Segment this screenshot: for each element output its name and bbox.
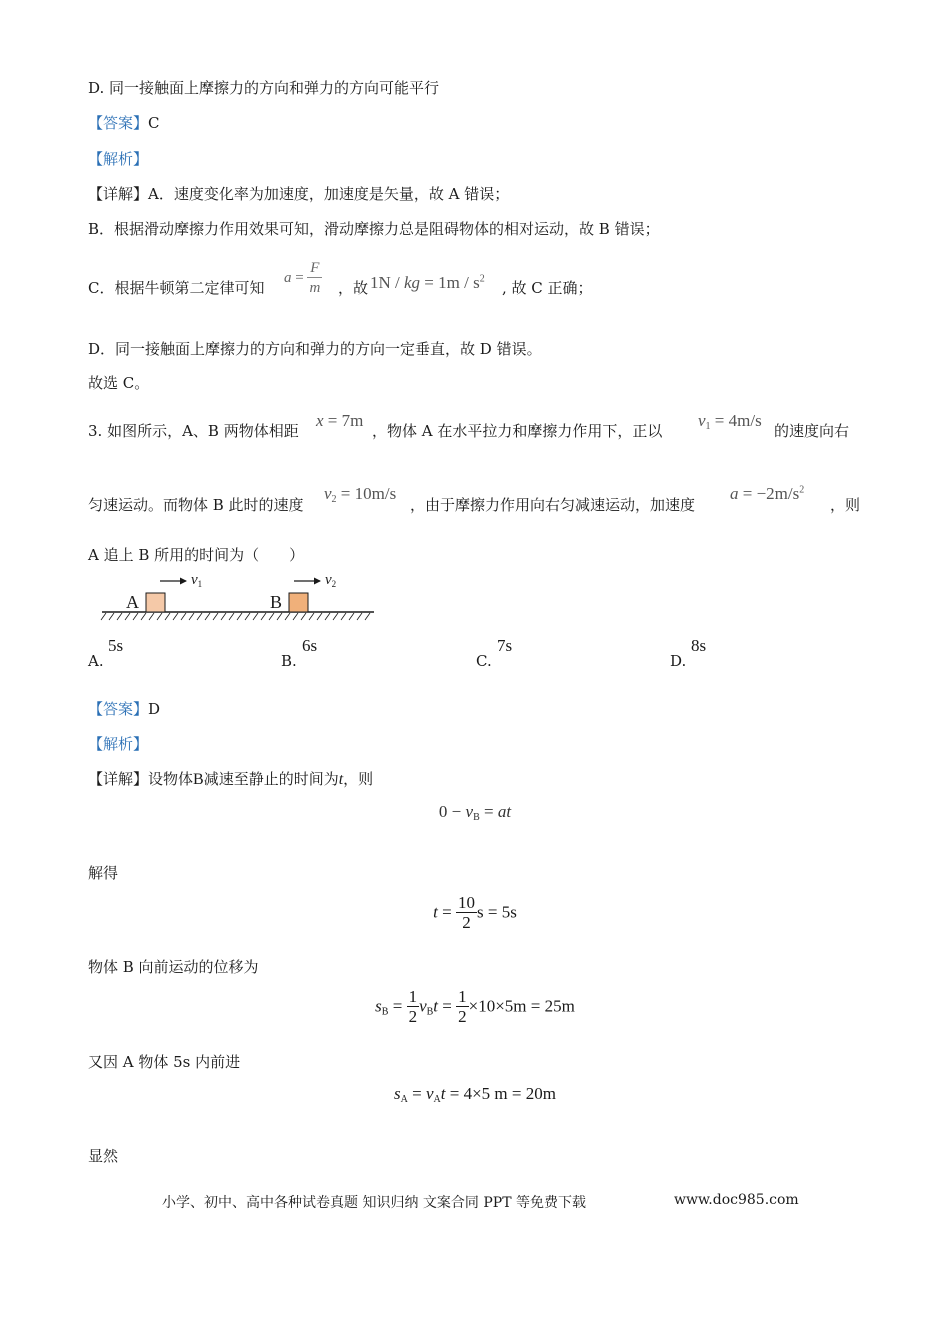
answer-line-1 bbox=[88, 112, 160, 133]
detail2-intro-pre: 设物体 bbox=[148, 770, 194, 788]
detail-c-pre: C．根据牛顿第二定律可知 bbox=[88, 279, 265, 297]
option-b-letter: B. bbox=[281, 652, 297, 670]
detail2-intro-t: t bbox=[338, 771, 344, 788]
answer-value: C bbox=[148, 114, 160, 132]
a-in-5s-label: 又因 A 物体 5s 内前进 bbox=[88, 1053, 241, 1071]
formula-unit: 1N / kg = $1m / s^2$ bbox=[370, 273, 485, 292]
option-d-value: 8s bbox=[691, 636, 707, 655]
block-b bbox=[289, 593, 308, 612]
label-b: B bbox=[270, 592, 283, 612]
q3-formula-v1: v1 = 4m/s bbox=[698, 411, 762, 432]
label-v2: $v_2$ bbox=[325, 572, 337, 589]
arrow-v1-head bbox=[180, 578, 187, 585]
equation-3: sB = $\frac{1}{2}$ vBt = $\frac{1}{2}$ ×10×5m = 25m bbox=[375, 987, 575, 1026]
q3-text-1: 3. 如图所示，A、B 两物体相距 bbox=[88, 422, 299, 440]
answer-line-2 bbox=[88, 698, 160, 719]
answer-tag-2: 【答案】 bbox=[88, 700, 149, 718]
detail-line-a bbox=[88, 183, 509, 204]
option-a-value: 5s bbox=[108, 636, 124, 655]
analysis-tag-1: 【解析】 bbox=[88, 150, 149, 168]
choose-line: 故选 C。 bbox=[88, 374, 150, 392]
option-c-value: 7s bbox=[497, 636, 513, 655]
equation-2: t = $\frac{10}{2}$ s = 5s bbox=[433, 893, 517, 932]
q3-text-7: A 追上 B 所用的时间为（ ） bbox=[88, 546, 305, 564]
arrow-v2-head bbox=[314, 578, 321, 585]
q3-formula-accel: $a = -2m/s^2$ bbox=[730, 484, 805, 503]
detail2-intro-b: B bbox=[193, 771, 204, 788]
question-3-line-1 bbox=[88, 410, 868, 446]
previous-option-d: D. 同一接触面上摩擦力的方向和弹力的方向可能平行 bbox=[88, 79, 440, 97]
answer-tag: 【答案】 bbox=[88, 114, 149, 132]
q3-formula-v2: v2 = 10m/s bbox=[324, 484, 397, 505]
analysis-tag-2: 【解析】 bbox=[88, 735, 149, 753]
answer-value-2: D bbox=[148, 700, 161, 718]
detail2-intro-post: ，则 bbox=[343, 770, 374, 788]
label-v1: $v_1$ bbox=[191, 572, 203, 589]
question-3-line-2 bbox=[88, 482, 868, 518]
formula-newton: a = $\frac{F}{m}$ bbox=[284, 260, 321, 296]
options-row bbox=[88, 636, 848, 670]
detail-tag-2: 【详解】 bbox=[88, 770, 149, 788]
q3-text-2: ，物体 A 在水平拉力和摩擦力作用下，正以 bbox=[372, 422, 663, 440]
label-a: A bbox=[126, 592, 139, 612]
detail-c-mid: ，故 bbox=[338, 279, 369, 297]
option-a-letter: A. bbox=[88, 652, 104, 670]
footer-url[interactable]: www.doc985.com bbox=[674, 1192, 799, 1208]
block-a bbox=[146, 593, 165, 612]
q3-text-6: ，则 bbox=[830, 496, 861, 514]
equation-1: 0 − vB = at bbox=[438, 802, 512, 823]
detail-line-b: B．根据滑动摩擦力作用效果可知，滑动摩擦力总是阻碍物体的相对运动，故 B 错误； bbox=[88, 220, 660, 238]
detail-a-text: A．速度变化率为加速度，加速度是矢量，故 A 错误； bbox=[148, 185, 510, 203]
detail2-intro bbox=[88, 768, 373, 789]
displacement-b-label: 物体 B 向前运动的位移为 bbox=[88, 958, 259, 976]
ground-hatching bbox=[101, 613, 370, 620]
equation-4: sA = vAt = 4×5 m = 20m bbox=[394, 1084, 556, 1105]
q3-text-3: 的速度向右 bbox=[774, 422, 850, 440]
q3-formula-distance: x = 7m bbox=[316, 411, 364, 430]
detail-line-d: D．同一接触面上摩擦力的方向和弹力的方向一定垂直，故 D 错误。 bbox=[88, 340, 542, 358]
option-c-letter: C. bbox=[476, 652, 492, 670]
detail-tag: 【详解】 bbox=[88, 185, 149, 203]
q3-text-5: ，由于摩擦力作用向右匀减速运动，加速度 bbox=[410, 496, 696, 514]
obviously-label: 显然 bbox=[88, 1147, 119, 1165]
footer-text: 小学、初中、高中各种试卷真题 知识归纳 文案合同 PPT 等免费下载 bbox=[162, 1195, 586, 1211]
option-d-letter: D. bbox=[670, 652, 687, 670]
solve-label: 解得 bbox=[88, 864, 119, 882]
q3-text-4: 匀速运动。而物体 B 此时的速度 bbox=[88, 496, 304, 514]
detail-c-post: , 故 C 正确； bbox=[502, 279, 593, 297]
option-b-value: 6s bbox=[302, 636, 318, 655]
motion-figure bbox=[98, 570, 378, 632]
detail2-intro-mid: 减速至静止的时间为 bbox=[203, 770, 339, 788]
